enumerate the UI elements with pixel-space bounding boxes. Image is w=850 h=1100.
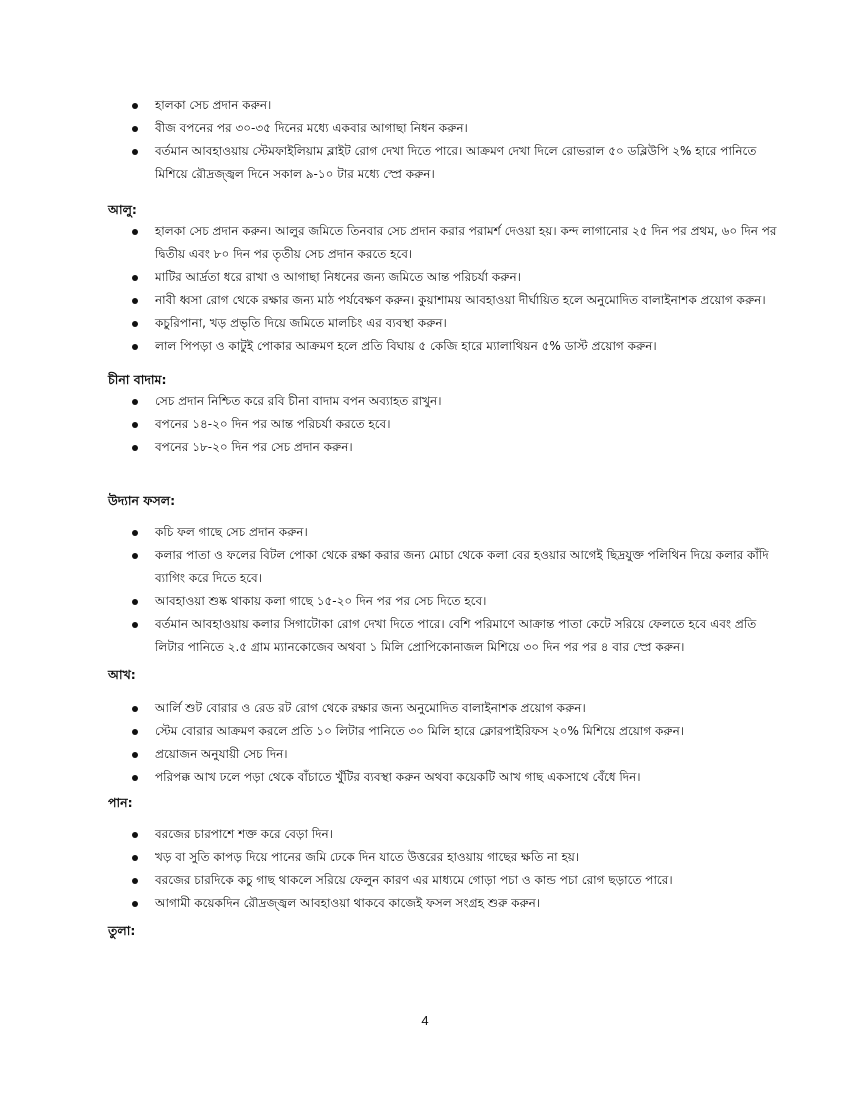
list-item: আবহাওয়া শুষ্ক থাকায় কলা গাছে ১৫-২০ দিন পর পর সেচ দিতে হবে। [108,590,788,613]
section-heading-horticulture: উদ্যান ফসল: [108,493,176,508]
bullet-icon [132,752,138,758]
list-item: বপনের ১৪-২০ দিন পর আন্ত পরিচর্যা করতে হবে। [108,413,788,436]
bullet-icon [132,103,138,109]
list-item: বর্তমান আবহাওয়ায় স্টেমফাইলিয়াম ব্লাইট রোগ দেখা দিতে পারে। আক্রমণ দেখা দিলে রোভরাল ৫০ ডব্লিউপি ২% হারে পানিতে মিশিয়ে রৌদ্রজ্জ্বল দিনে সকাল ৯-১০ টার মধ্যে স্প্রে করুন। [108,140,788,186]
list-item: লাল পিপড়া ও কাটুই পোকার আক্রমণ হলে প্রতি বিঘায় ৫ কেজি হারে ম্যালাথিয়ন ৫% ডাস্ট প্রয়োগ করুন। [108,335,788,358]
list-item: হালকা সেচ প্রদান করুন। [108,94,788,117]
section-heading-groundnut: চীনা বাদাম: [108,372,167,387]
bullet-icon [132,530,138,536]
bullet-icon [132,832,138,838]
bullet-icon [132,599,138,605]
section-heading-potato: আলু: [108,202,137,217]
bullet-icon [132,729,138,735]
bullet-icon [132,149,138,155]
section-heading-sugarcane: আখ: [108,667,136,682]
bullet-icon [132,422,138,428]
list-item: হালকা সেচ প্রদান করুন। আলুর জমিতে তিনবার সেচ প্রদান করার পরামর্শ দেওয়া হয়। কন্দ লাগানোর ২৫ দিন পর প্রথম, ৬০ দিন পর দ্বিতীয় এবং ৮০ দিন পর তৃতীয় সেচ প্রদান করতে হবে। [108,220,788,266]
list-item: কচি ফল গাছে সেচ প্রদান করুন। [108,521,788,544]
list-item: বরজের চারপাশে শক্ত করে বেড়া দিন। [108,823,788,846]
list-item: আর্লি শুট বোরার ও রেড রট রোগ থেকে রক্ষার জন্য অনুমোদিত বালাইনাশক প্রয়োগ করুন। [108,697,788,720]
bullet-icon [132,321,138,327]
list-item: সেচ প্রদান নিশ্চিত করে রবি চীনা বাদাম বপন অব্যাহত রাখুন। [108,390,788,413]
list-item: বরজের চারদিকে কচু গাছ থাকলে সরিয়ে ফেলুন কারণ এর মাধ্যমে গোড়া পচা ও কান্ড পচা রোগ ছড়াতে পারে। [108,869,788,892]
bullet-icon [132,126,138,132]
list-item: বীজ বপনের পর ৩০-৩৫ দিনের মধ্যে একবার আগাছা নিধন করুন। [108,117,788,140]
list-item: বপনের ১৮-২০ দিন পর সেচ প্রদান করুন। [108,436,788,459]
list-item: আগামী কয়েকদিন রৌদ্রজ্জ্বল আবহাওয়া থাকবে কাজেই ফসল সংগ্রহ শুরু করুন। [108,892,788,915]
betel-bullet-list [108,823,788,915]
list-item: মাটির আর্দ্রতা ধরে রাখা ও আগাছা নিধনের জন্য জমিতে আন্ত পরিচর্যা করুন। [108,266,788,289]
bullet-icon [132,855,138,861]
groundnut-bullet-list [108,390,788,459]
bullet-icon [132,878,138,884]
bullet-icon [132,553,138,559]
section-heading-betel: পান: [108,795,133,810]
list-item: কচুরিপানা, খড় প্রভৃতি দিয়ে জমিতে মালচিং এর ব্যবস্থা করুন। [108,312,788,335]
list-item: স্টেম বোরার আক্রমণ করলে প্রতি ১০ লিটার পানিতে ৩০ মিলি হারে ক্লোরপাইরিফস ২০% মিশিয়ে প্রয়োগ করুন। [108,720,788,743]
sugarcane-bullet-list [108,697,788,789]
list-item: বর্তমান আবহাওয়ায় কলার সিগাটোকা রোগ দেখা দিতে পারে। বেশি পরিমাণে আক্রান্ত পাতা কেটে সরিয়ে ফেলতে হবে এবং প্রতি লিটার পানিতে ২.৫ গ্রাম ম্যানকোজেব অথবা ১ মিলি প্রোপিকোনাজল মিশিয়ে ৩০ দিন পর পর ৪ বার স্প্রে করুন। [108,613,788,659]
page-content [108,94,788,941]
intro-bullet-list [108,94,788,186]
bullet-icon [132,344,138,350]
list-item: নাবী ধ্বসা রোগ থেকে রক্ষার জন্য মাঠ পর্যবেক্ষণ করুন। কুয়াশাময় আবহাওয়া দীর্ঘায়িত হলে অনুমোদিত বালাইনাশক প্রয়োগ করুন। [108,289,788,312]
list-item: কলার পাতা ও ফলের বিটল পোকা থেকে রক্ষা করার জন্য মোচা থেকে কলা বের হওয়ার আগেই ছিদ্রযুক্ত পলিথিন দিয়ে কলার কাঁদি ব্যাগিং করে দিতে হবে। [108,544,788,590]
bullet-icon [132,298,138,304]
bullet-icon [132,275,138,281]
list-item: খড় বা সুতি কাপড় দিয়ে পানের জমি ঢেকে দিন যাতে উত্তরের হাওয়ায় গাছের ক্ষতি না হয়। [108,846,788,869]
horticulture-bullet-list [108,521,788,659]
list-item: পরিপক্ক আখ ঢলে পড়া থেকে বাঁচাতে খুঁটির ব্যবস্থা করুন অথবা কয়েকটি আখ গাছ একসাথে বেঁধে দিন। [108,766,788,789]
bullet-icon [132,622,138,628]
bullet-icon [132,445,138,451]
bullet-icon [132,229,138,235]
bullet-icon [132,901,138,907]
list-item: প্রয়োজন অনুযায়ী সেচ দিন। [108,743,788,766]
section-heading-cotton: তুলা: [108,923,136,938]
page-number: 4 [421,1013,429,1028]
bullet-icon [132,706,138,712]
bullet-icon [132,399,138,405]
bullet-icon [132,775,138,781]
potato-bullet-list [108,220,788,358]
